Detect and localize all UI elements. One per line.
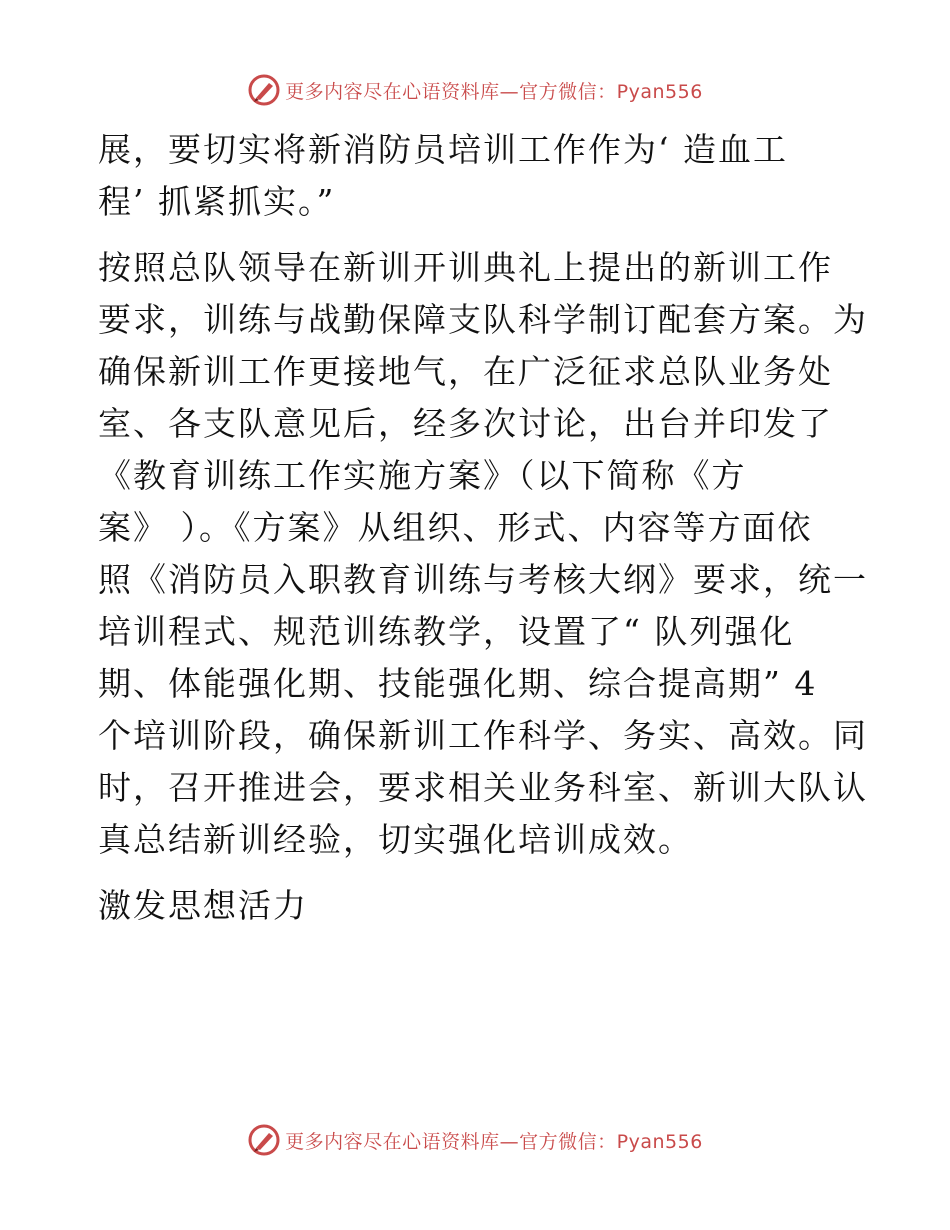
paragraph-1 bbox=[98, 124, 858, 228]
text-line: 《教育训练工作实施方案》（以下简称《方 bbox=[98, 456, 747, 495]
text-line: 展，要切实将新消防员培训工作作为‘ 造血工 bbox=[98, 130, 788, 169]
text-line: 室、各支队意见后，经多次讨论，出台并印发了 bbox=[98, 404, 833, 443]
text-line: 真总结新训经验，切实强化培训成效。 bbox=[98, 820, 693, 859]
pen-logo-icon bbox=[247, 1123, 281, 1157]
text-line: 按照总队领导在新训开训典礼上提出的新训工作 bbox=[98, 248, 833, 287]
text-line: 照《消防员入职教育训练与考核大纲》要求，统一 bbox=[98, 560, 868, 599]
pen-logo-icon bbox=[247, 73, 281, 107]
text-line: 个培训阶段，确保新训工作科学、务实、高效。同 bbox=[98, 716, 868, 755]
text-line: 时，召开推进会，要求相关业务科室、新训大队认 bbox=[98, 768, 868, 807]
paragraph-2 bbox=[98, 242, 868, 866]
watermark-banner-top bbox=[0, 70, 950, 110]
document-body bbox=[98, 124, 868, 932]
text-line: 程’ 抓紧抓实。” bbox=[98, 182, 336, 221]
text-line: 确保新训工作更接地气，在广泛征求总队业务处 bbox=[98, 352, 833, 391]
text-line: 培训程式、规范训练教学，设置了“ 队列强化 bbox=[98, 612, 795, 651]
text-line: 要求，训练与战勤保障支队科学制订配套方案。为 bbox=[98, 300, 868, 339]
heading-text: 激发思想活力 bbox=[98, 886, 308, 925]
watermark-banner-bottom bbox=[0, 1120, 950, 1160]
section-heading bbox=[98, 880, 858, 932]
watermark-text: 更多内容尽在心语资料库—官方微信：Pyan556 bbox=[285, 80, 703, 103]
text-line: 案》 ）。《方案》从组织、形式、内容等方面依 bbox=[98, 508, 813, 547]
watermark-text: 更多内容尽在心语资料库—官方微信：Pyan556 bbox=[285, 1130, 703, 1153]
text-line: 期、体能强化期、技能强化期、综合提高期” 4 bbox=[98, 664, 818, 703]
